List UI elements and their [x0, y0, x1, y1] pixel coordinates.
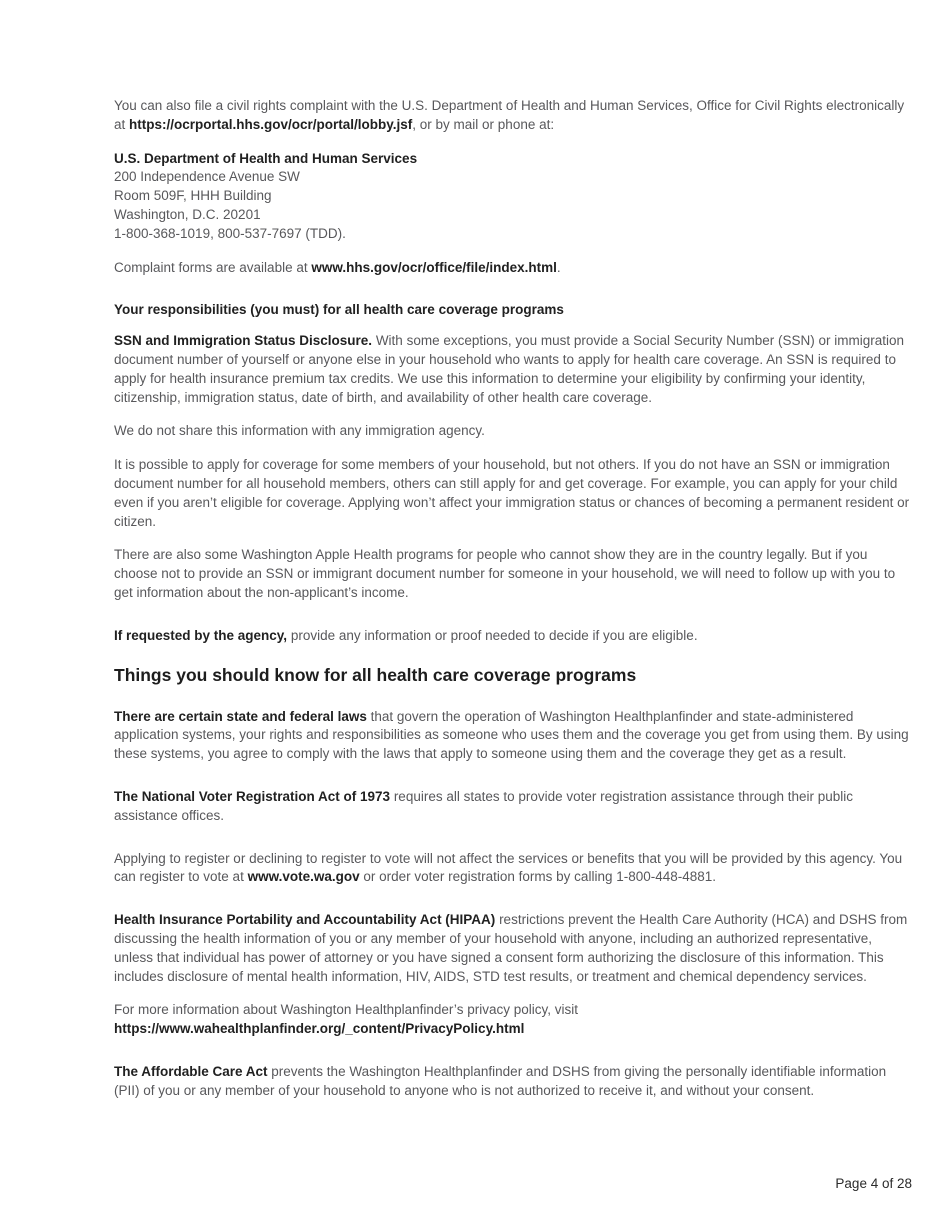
document-content — [114, 97, 912, 1115]
hhs-address-block — [114, 150, 912, 244]
voter-act-body: requires all states to provide voter registration assistance through their public assistance offices. — [114, 788, 854, 823]
paragraph-no-share-immigration: We do not share this information with any immigration agency. — [114, 423, 485, 439]
paragraph-privacy-policy — [114, 1001, 912, 1039]
ssn-disclosure-lead: SSN and Immigration Status Disclosure. — [114, 333, 373, 349]
state-federal-laws-body: that govern the operation of Washington Healthplanfinder and state-administered application systems, your rights and responsibilities as someone who uses them and the coverage you get from using them. By using these systems, you agree to comply with the laws that apply to someone using them and the coverage they get as a result. — [114, 708, 909, 762]
civil-rights-text-before: You can also file a civil rights complaint with the U.S. Department of Health and Human Services, Office for Civil Rights electronically at — [114, 98, 905, 132]
page-number: Page 4 of 28 — [835, 1176, 912, 1191]
ssn-disclosure-body: With some exceptions, you must provide a Social Security Number (SSN) or immigration document number of yourself or anyone else in your household who wants to apply for health care coverage. An SSN is required to apply for health insurance premium tax credits. We use this information to determine your eligibility by confirming your identity, citizenship, immigration status, date of birth, and availability of other health care coverage. — [114, 333, 905, 405]
voter-apply-text-before: Applying to register or declining to register to vote will not affect the services or benefits that you will be provided by this agency. You can register to vote at — [114, 850, 903, 885]
voter-apply-text-after: or order voter registration forms by calling 1-800-448-4881. — [359, 869, 717, 885]
if-requested-lead: If requested by the agency, — [114, 627, 288, 643]
paragraph-affordable-care-act — [114, 1063, 912, 1101]
hhs-address-street: 200 Independence Avenue SW — [114, 169, 300, 185]
aca-body: prevents the Washington Healthplanfinder and DSHS from giving the personally identifiable information (PII) of you or any member of your household to anyone who is not authorized to receive it, and without your consent. — [114, 1063, 887, 1098]
hhs-address-phone: 1-800-368-1019, 800-537-7697 (TDD). — [114, 225, 346, 241]
civil-rights-text-after: , or by mail or phone at: — [412, 116, 555, 132]
ocr-portal-link: https://ocrportal.hhs.gov/ocr/portal/lobby.jsf — [129, 116, 413, 132]
privacy-policy-link: https://www.wahealthplanfinder.org/_content/PrivacyPolicy.html — [114, 1021, 525, 1037]
complaint-forms-text-before: Complaint forms are available at — [114, 259, 312, 275]
state-federal-laws-lead: There are certain state and federal laws — [114, 708, 367, 724]
paragraph-partial-household-apply: It is possible to apply for coverage for some members of your household, but not others. If you do not have an SSN or immigration document number for all household members, others can still apply for and get coverage. For example, you can apply for your child even if you aren’t eligible for coverage. Applying won’t affect your immigration status or chances of becoming a permanent resident or citizen. — [114, 457, 910, 529]
paragraph-voter-apply — [114, 850, 912, 888]
aca-lead: The Affordable Care Act — [114, 1063, 268, 1079]
paragraph-ssn-disclosure — [114, 332, 912, 407]
paragraph-civil-rights-complaint — [114, 97, 912, 135]
hhs-address-city: Washington, D.C. 20201 — [114, 206, 261, 222]
hhs-address-room: Room 509F, HHH Building — [114, 188, 272, 204]
complaint-forms-text-after: . — [556, 259, 561, 275]
things-to-know-heading: Things you should know for all health care coverage programs — [114, 664, 637, 685]
paragraph-apple-health-programs: There are also some Washington Apple Health programs for people who cannot show they are in the country legally. But if you choose not to provide an SSN or immigrant document number for someone in your household, we will need to follow up with you to get information about the non-applicant’s income. — [114, 547, 896, 600]
hipaa-lead: Health Insurance Portability and Accountability Act (HIPAA) — [114, 912, 496, 928]
hhs-address-title: U.S. Department of Health and Human Services — [114, 150, 418, 166]
responsibilities-heading: Your responsibilities (you must) for all health care coverage programs — [114, 302, 564, 318]
hipaa-body: restrictions prevent the Health Care Authority (HCA) and DSHS from discussing the health information of you or any member of your household with anyone, including an authorized representative, unless that individual has power of attorney or you have signed a consent form authorizing the disclosure of this information. This includes disclosure of mental health information, HIV, AIDS, STD test results, or treatment and chemical dependency services. — [114, 912, 908, 984]
voter-act-lead: The National Voter Registration Act of 1973 — [114, 788, 391, 804]
paragraph-hipaa — [114, 911, 912, 986]
paragraph-voter-registration-act — [114, 788, 912, 826]
if-requested-body: provide any information or proof needed to decide if you are eligible. — [287, 627, 698, 643]
hhs-complaint-forms-link: www.hhs.gov/ocr/office/file/index.html — [311, 259, 557, 275]
paragraph-complaint-forms — [114, 259, 912, 278]
vote-wa-gov-link: www.vote.wa.gov — [247, 869, 360, 885]
privacy-policy-text: For more information about Washington Healthplanfinder’s privacy policy, visit — [114, 1002, 578, 1018]
paragraph-state-federal-laws — [114, 708, 912, 764]
paragraph-if-requested — [114, 627, 912, 646]
